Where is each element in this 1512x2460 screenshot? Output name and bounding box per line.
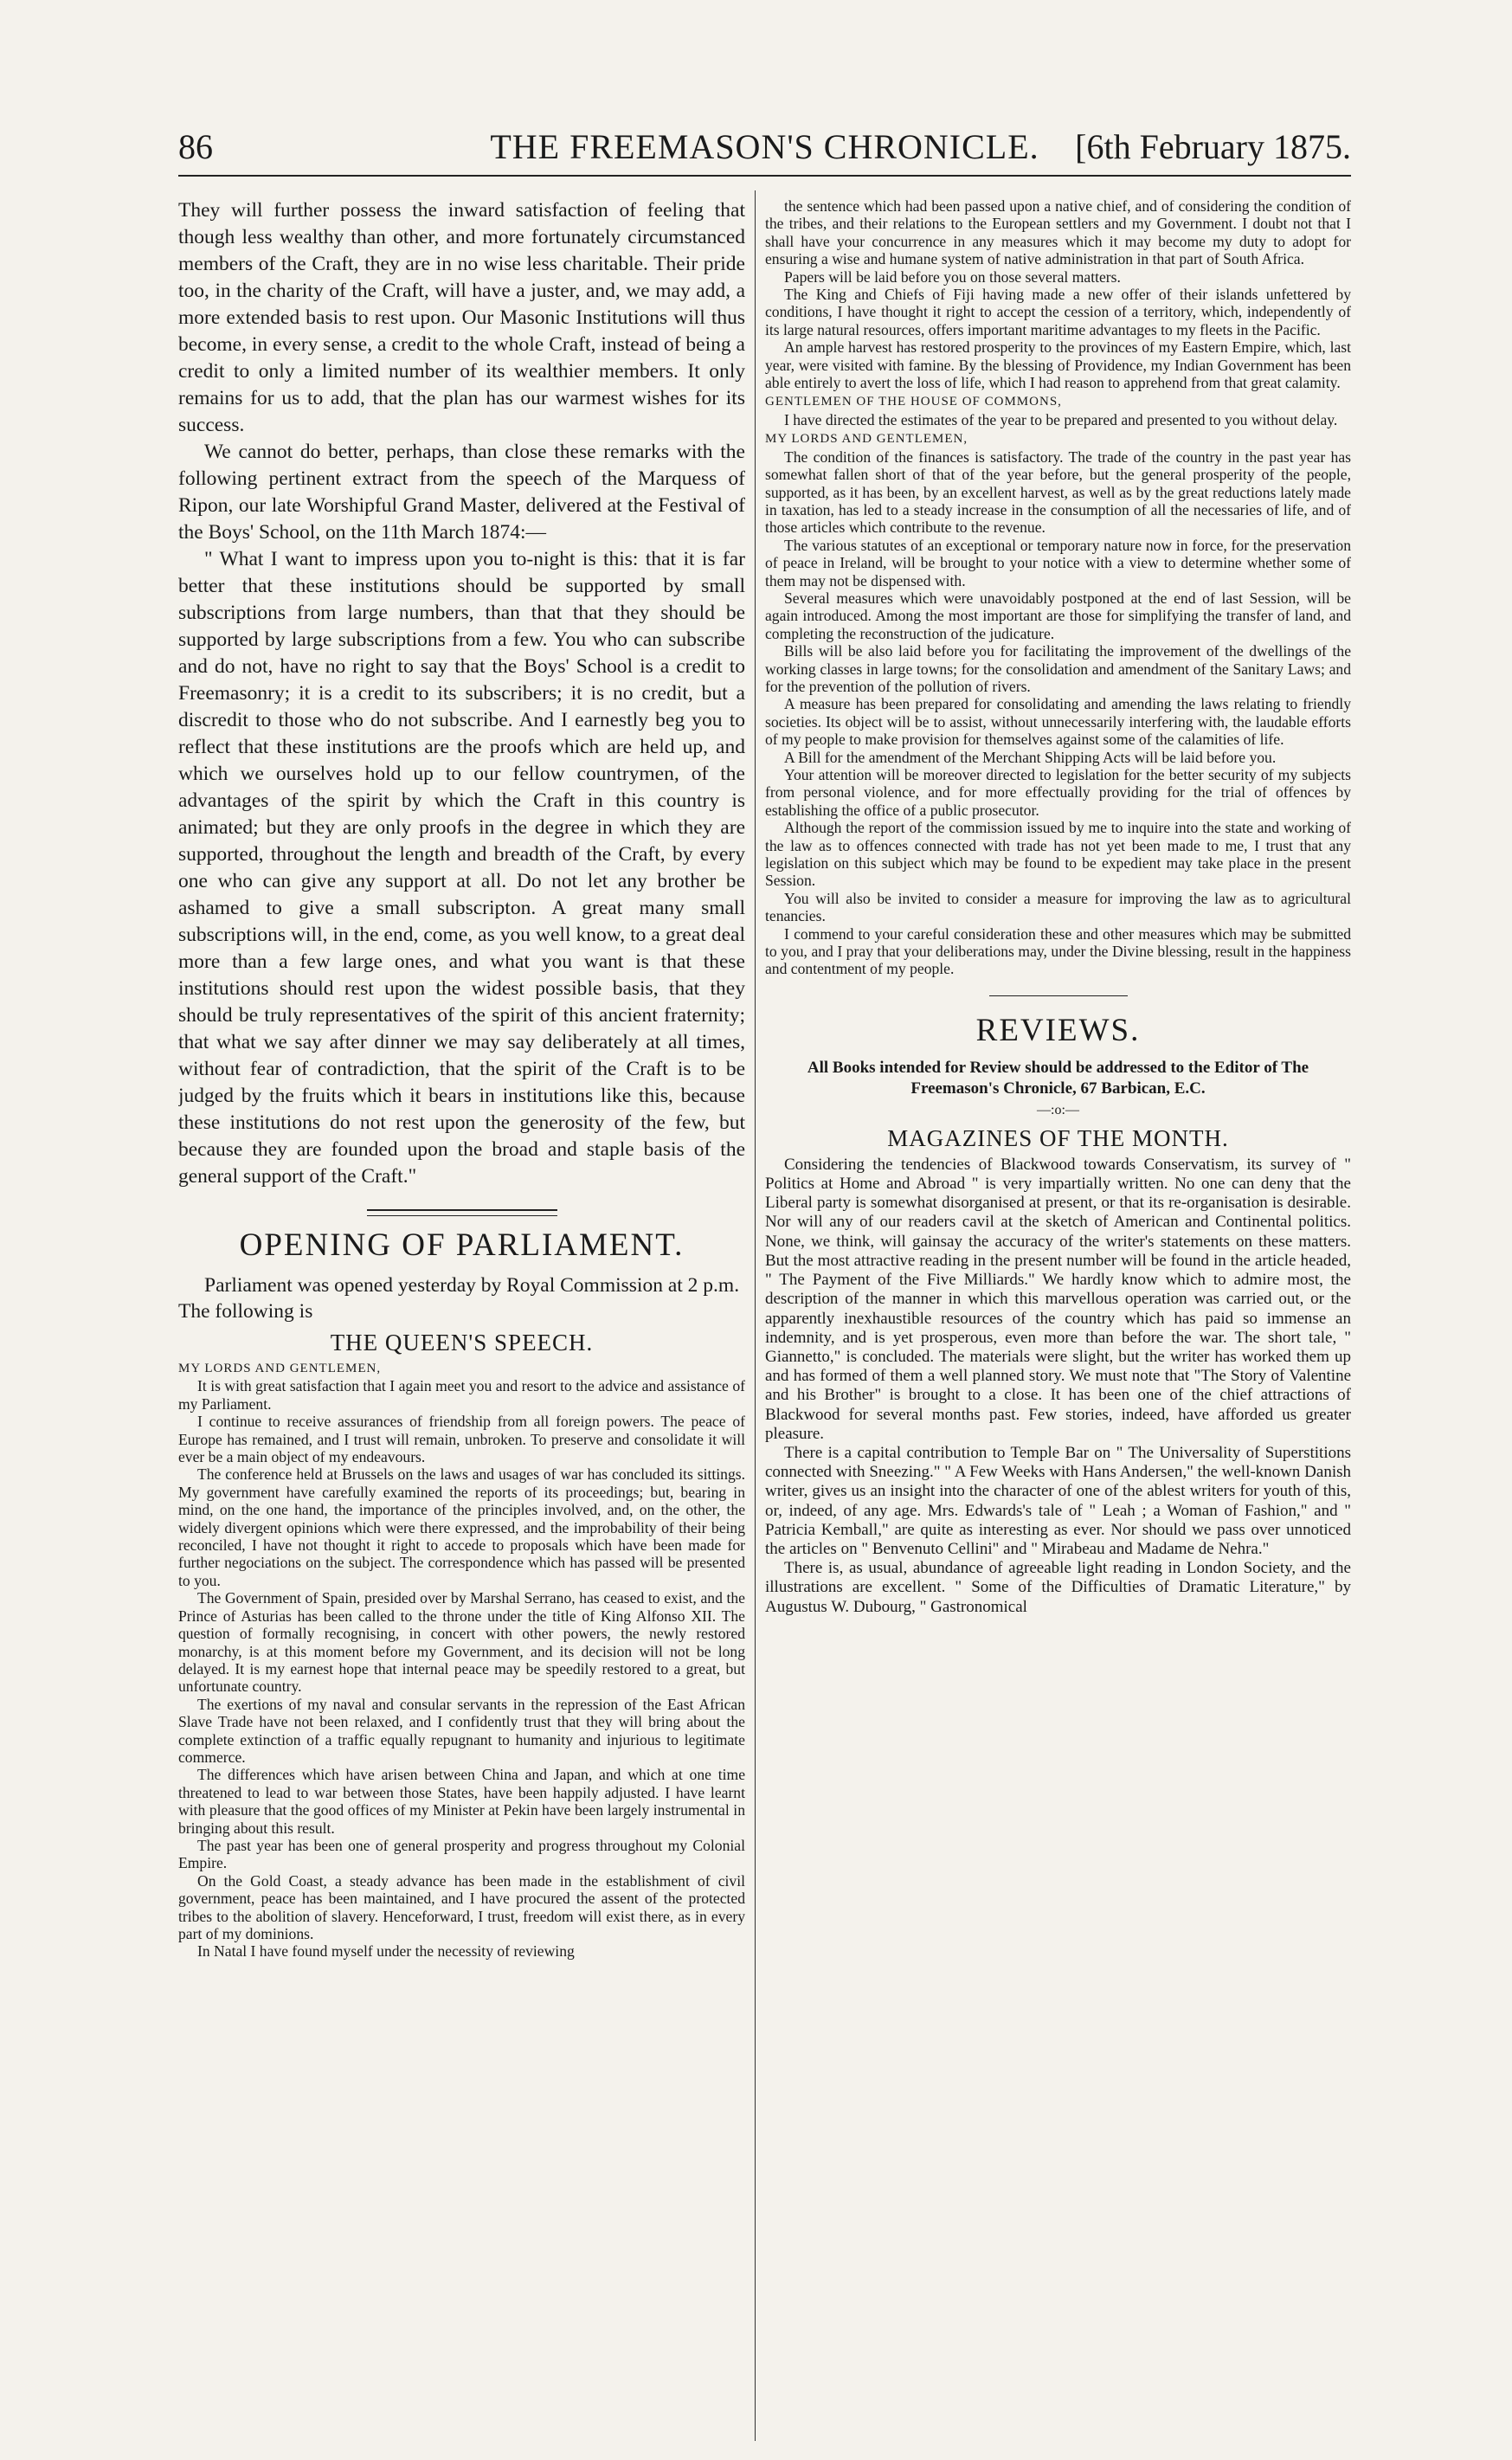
speech-paragraph: Papers will be laid before you on those several matters. [784,267,1121,286]
reviews-body [765,1156,1351,1617]
essay-continuation [178,197,745,1190]
essay-quotation: " What I want to impress upon you to-night is this: that it is far better that these institutions should be supported by small subscriptions from large numbers, than that that they should be supported by large subscriptions from a few. You who can subscribe and do not, have no right to say that the Boys' School is a credit to Freemasonry; it is a credit to its subscribers; it is no credit, but a discredit to those who do not subscribe. And I earnestly beg you to reflect that these institutions are the proofs which are held up, and which we ourselves hold up to our fellow countrymen, of the advantages of the spirit by which the Craft in this country is animated; but they are only proofs in the degree in which they are supported, throughout the length and breadth of the Craft, by every one who can give any support at all. Do not let any brother be ashamed to give a small subscripton. A great many small subscriptions will, in the end, come, as you well know, to a great deal more than a few large ones, and what you want is that these institutions should rest upon the widest possible basis, that they should be truly representatives of the spirit of this ancient fraternity; that what we say after dinner we may say deliberately at all times, without fear of contradiction, that the spirit of the Craft is to be judged by the fruits which it bears in institutions like this, because these institutions do not rest upon the generosity of the few, but because they are founded upon the broad and staple basis of the general support of the Craft." [178,548,745,1188]
review-paragraph: Considering the tendencies of Blackwood towards Conservatism, its survey of " Politics at Home and Abroad " is very impartially written. No one can deny that the Liberal party is somewhat disorganised at present, or that its re-organisation is desirable. Nor will any of our readers cavil at the sketch of American and Continental politics. None, we think, will gainsay the accuracy of the writer's statements on these matters. But the most attractive reading in the present number will be found in the article headed, " The Payment of the Five Milliards." We hardly know which to admire most, the description of the manner in which this marvellous operation was carried out, or the apparently inexhaustible resources of the country which has paid so immense an indemnity, and is yet prosperous, even more than before the war. The short tale, " Giannetto," is concluded. The materials were slight, but the writer has worked them up and has formed of them a well planned story. We must note that "The Story of Valentine and his Brother" is brought to a close. It has been one of the chief attractions of Blackwood for several months past. Few stories, indeed, have afforded us greater pleasure. [765,1155,1351,1443]
speech-paragraph: An ample harvest has restored prosperity to the provinces of my Eastern Empire, which, last year, were visited with famine. By the blessing of Providence, my Indian Government has been able entirely to avert the loss of life, which I had reason to apprehend from that great calamity. [765,338,1351,392]
section-rule [367,1209,557,1216]
speech-paragraph: The various statutes of an exceptional or temporary nature now in force, for the preservation of peace in Ireland, will be brought to your notice with a view to determine whether some of them may not be dispensed with. [765,536,1351,589]
right-column [765,197,1351,2448]
speech-paragraph: Several measures which were unavoidably postponed at the end of last Session, will be again introduced. Among the most important are those for simplifying the transfer of land, and completing the reconstruction of the judicature. [765,589,1351,642]
speech-paragraph: The conference held at Brussels on the laws and usages of war has concluded its sittings. My government have carefully examined the reports of its proceedings; but, bearing in mind, on the one hand, the importance of the principles involved, and, on the other, the widely divergent opinions which were there expressed, and the improbability of their being reconciled, I have not thought it right to accede to proposals which have been made for further negociations on the subject. The correspondence which has passed will be presented to you. [178,1465,745,1589]
essay-paragraph: They will further possess the inward satisfaction of feeling that though less wealthy than other, and more fortunately circumstanced members of the Craft, they are in no wise less charitable. Their pride too, in the charity of the Craft, will have a juster, and, we may add, a more extended basis to rest upon. Our Masonic Institutions will thus become, in every sense, a credit to the whole Craft, instead of being a credit to only a limited number of its wealthier members. It only remains for us to add, that the plan has our warmest wishes for its success. [178,199,745,436]
speech-paragraph: the sentence which had been passed upon a native chief, and of considering the condition of the tribes, and their relations to the European settlers and my Government. I doubt not that I shall have your concurrence in any measures which it may become my duty to adopt for ensuring a wise and humane system of native administration in that part of South Africa. [765,197,1351,268]
page-number: 86 [178,127,213,166]
speech-paragraph: The past year has been one of general prosperity and progress throughout my Colonial Empire. [178,1836,745,1872]
speech-paragraph: On the Gold Coast, a steady advance has been made in the establishment of civil government, peace has been maintained, and I have procured the assent of the protected tribes to the abolition of slavery. Henceforward, I trust, freedom will exist there, as in every part of my dominions. [178,1871,745,1942]
speech-paragraph: A Bill for the amendment of the Merchant Shipping Acts will be laid before you. [784,748,1277,766]
speech-paragraph: The Government of Spain, presided over by Marshal Serrano, has ceased to exist, and the Prince of Asturias has been called to the throne under the title of King Alfonso XII. The question of formally recognising, in concert with other powers, the newly restored monarchy, is at this moment before my Government, and its decision will not be long delayed. It is my earnest hope that internal peace may be speedily restored to a great, but unfortunate country. [178,1589,745,1696]
speech-paragraph: The condition of the finances is satisfactory. The trade of the country in the past year has somewhat fallen short of that of the year before, but the general prosperity of the people, supported, as it has been, by an excellent harvest, as well as by the great reductions lately made in taxation, has led to a steady increase in the consumption of all the necessaries of life, and of those articles which contribute to the revenue. [765,448,1351,537]
speech-paragraph: It is with great satisfaction that I again meet you and resort to the advice and assistance of my Parliament. [178,1377,745,1413]
issue-date: [6th February 1875. [1075,127,1351,166]
essay-paragraph: We cannot do better, perhaps, than close these remarks with the following pertinent extract from the speech of the Marquess of Ripon, our late Worshipful Grand Master, delivered at the Festival of the Boys' School, on the 11th March 1874:— [178,441,745,544]
speech-paragraph: The exertions of my naval and consular servants in the repression of the East African Slave Trade have not been relaxed, and I confidently trust that they will bring about the complete extinction of a traffic equally repugnant to humanity and injurious to legitimate commerce. [178,1695,745,1766]
review-paragraph: There is, as usual, abundance of agreeable light reading in London Society, and the illustrations are excellent. " Some of the Difficulties of Dramatic Literature," by Augustus W. Dubourg, " Gastronomical [765,1559,1351,1616]
speech-paragraph: I continue to receive assurances of friendship from all foreign powers. The peace of Europe has remained, and I trust will remain, unbroken. To preserve and consolidate it will ever be a main object of my endeavours. [178,1413,745,1466]
review-paragraph: There is a capital contribution to Temple Bar on " The Universality of Superstitions connected with Sneezing." " A Few Weeks with Hans Andersen," the well-known Danish writer, gives us an insight into the character of one of the ablest writers for youth of this, or, indeed, of any age. Mrs. Edwards's tale of " Leah ; a Woman of Fashion," and " Patricia Kemball," are quite as interesting as ever. Nor should we pass over unnoticed the articles on " Benvenuto Cellini" and " Mirabeau and Madame de Nehra." [765,1443,1351,1558]
ornament-divider: —:o:— [1037,1102,1079,1117]
speech-paragraph: I commend to your careful consideration these and other measures which may be submitted to you, and I pray that your deliberations may, under the Divine blessing, result in the happiness and contentment of my people. [765,924,1351,978]
left-column [178,197,745,2448]
parliament-lead-text: Parliament was opened yesterday by Royal Commission at 2 p.m. The following is [178,1274,740,1323]
speech-paragraph: Although the report of the commission issued by me to inquire into the state and working of the law as to offences connected with trade has not yet been made to me, I trust that any legislation on this subject which may be found to be expedient may take place in the present Session. [765,819,1351,890]
speech-right-part [765,197,1351,978]
speech-paragraph: I have directed the estimates of the year to be prepared and presented to you without delay. [784,410,1338,428]
speech-paragraph: Bills will be also laid before you for facilitating the improvement of the dwellings of the working classes in large towns; for the consolidation and amendment of the Sanitary Laws; and for the prevention of the pollution of rivers. [765,642,1351,695]
parliament-heading: OPENING OF PARLIAMENT. [239,1227,685,1263]
speech-paragraph: A measure has been prepared for consolidating and amending the laws relating to friendly societies. Its object will be to assist, without unnecessarily interfering with, the laudable efforts of my people to make provision for themselves against some of the calamities of life. [765,695,1351,749]
commons-salutation: GENTLEMEN OF THE HOUSE OF COMMONS, [765,395,1062,409]
speech-paragraph: In Natal I have found myself under the necessity of reviewing [197,1942,575,1961]
speech-paragraph: The King and Chiefs of Fiji having made a new offer of their islands unfettered by conditions, I have thought it right to accept the cession of a territory, which, independently of its large natural resources, offers important maritime advantages to my fleets in the Pacific. [765,286,1351,338]
speech-paragraph: Your attention will be moreover directed to legislation for the better security of my subjects from personal violence, and for more effectually providing for the trial of offences by establishing the office of a public prosecutor. [765,766,1351,819]
journal-title: THE FREEMASON'S CHRONICLE. [490,127,1039,166]
parliament-lead [178,1272,745,1324]
queens-speech-heading: THE QUEEN'S SPEECH. [330,1330,594,1356]
speech-salutation: MY LORDS AND GENTLEMEN, [178,1362,382,1375]
running-head [178,123,1351,177]
reviews-heading: REVIEWS. [975,1012,1141,1048]
section-rule [989,995,1128,996]
magazines-heading: MAGAZINES OF THE MONTH. [887,1124,1229,1151]
lords-salutation: MY LORDS AND GENTLEMEN, [765,432,968,447]
speech-paragraph: You will also be invited to consider a measure for improving the law as to agricultural tenancies. [765,889,1351,925]
speech-left-part [178,1360,745,1961]
reviews-notice: All Books intended for Review should be addressed to the Editor of The Freemason's Chronicle, 67 Barbican, E.C. [807,1058,1309,1098]
speech-paragraph: The differences which have arisen between China and Japan, and which at one time threatened to lead to war between those States, have been happily adjusted. I have learnt with pleasure that the good offices of my Minister at Pekin have been largely instrumental in bringing about this result. [178,1766,745,1837]
column-divider [755,190,756,2441]
